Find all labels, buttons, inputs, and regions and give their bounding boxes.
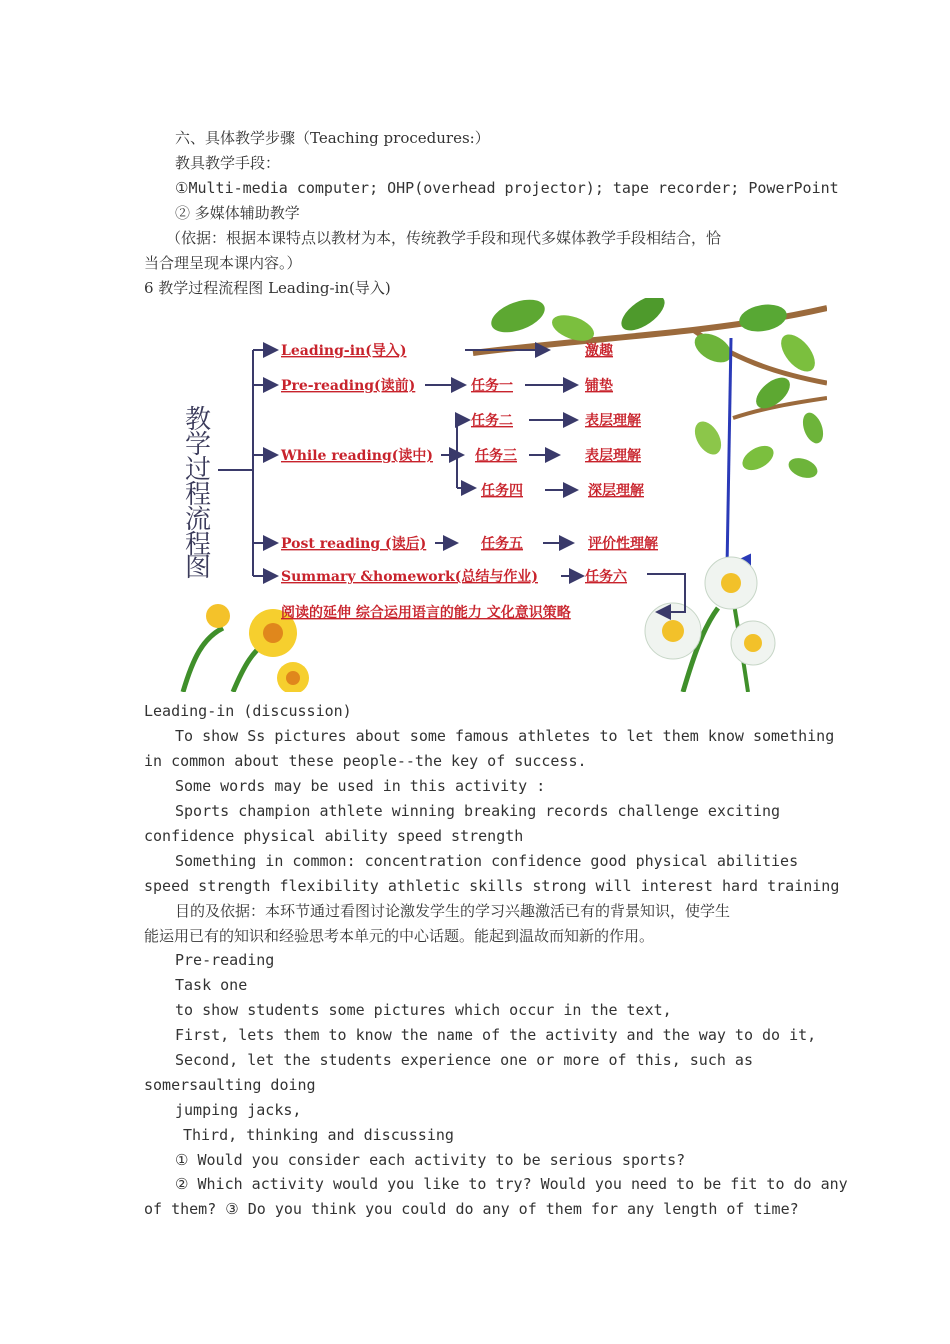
task-five: 任务五	[481, 536, 523, 552]
goal-deep-understanding: 深层理解	[588, 483, 644, 499]
reading-extension: 阅读的延伸 综合运用语言的能力 文化意识策略	[281, 605, 571, 621]
leading-in-text-line2: in common about these people--the key of success.	[144, 752, 587, 770]
stage-while-reading: While reading(读中)	[281, 448, 433, 464]
step-third: Third, thinking and discussing	[183, 1126, 454, 1144]
question-1: ① Would you consider each activity to be serious sports?	[175, 1151, 686, 1169]
goal-groundwork: 铺垫	[585, 378, 613, 394]
flowchart-caption: 6 教学过程流程图 Leading-in(导入)	[144, 279, 391, 297]
task-six: 任务六	[585, 569, 627, 585]
words-list-line2: confidence physical ability speed strength	[144, 827, 524, 845]
leading-in-text-line1: To show Ss pictures about some famous athletes to let them know something	[175, 727, 835, 745]
vtitle-char-3: 过	[185, 455, 212, 485]
basis-paragraph-line2: 当合理呈现本课内容。）	[144, 254, 302, 272]
vtitle-char-2: 学	[185, 430, 212, 460]
step-second-line3: jumping jacks,	[175, 1101, 302, 1119]
pre-reading-heading: Pre-reading	[175, 951, 275, 969]
stage-leading-in: Leading-in(导入)	[281, 343, 407, 359]
question-2-line1: ② Which activity would you like to try? Would you need to be fit to do any	[175, 1175, 848, 1193]
section-heading: 六、具体教学步骤（Teaching procedures:）	[175, 129, 490, 147]
purpose-line1: 目的及依据：本环节通过看图讨论激发学生的学习兴趣激活已有的背景知识，使学生	[175, 902, 731, 920]
step-second-line2: somersaulting doing	[144, 1076, 316, 1094]
tools-item-1: ①Multi-media computer; OHP(overhead projector); tape recorder; PowerPoint	[175, 179, 839, 197]
goal-evaluative-understanding: 评价性理解	[588, 536, 658, 552]
vtitle-char-1: 教	[185, 405, 212, 435]
summary-arrow	[727, 338, 731, 568]
task-two: 任务二	[471, 413, 513, 429]
leading-in-heading: Leading-in (discussion)	[144, 702, 352, 720]
step-first: First, lets them to know the name of the activity and the way to do it,	[175, 1026, 817, 1044]
stage-post-reading: Post reading (读后)	[281, 536, 427, 552]
words-intro: Some words may be used in this activity :	[175, 777, 546, 795]
teaching-flowchart-figure	[173, 298, 827, 692]
flowchart-vertical-title	[185, 405, 211, 583]
basis-paragraph-line1: （依据：根据本课特点以教材为本，传统教学手段和现代多媒体教学手段相结合，恰	[166, 229, 722, 247]
question-2-line2: of them? ③ Do you think you could do any of them for any length of time?	[144, 1200, 799, 1218]
vtitle-char-4: 程	[185, 480, 212, 510]
stage-pre-reading: Pre-reading(读前)	[281, 378, 416, 394]
vtitle-char-6: 程	[185, 530, 212, 560]
goal-surface-understanding-2: 表层理解	[585, 448, 641, 464]
tools-heading: 教具教学手段：	[175, 154, 281, 172]
flowchart-svg	[173, 298, 827, 692]
goal-motivate: 激趣	[585, 343, 613, 359]
task-four: 任务四	[481, 483, 523, 499]
task-one-text: to show students some pictures which occur in the text,	[175, 1001, 672, 1019]
task-one-heading: Task one	[175, 976, 248, 994]
common-line2: speed strength flexibility athletic skills strong will interest hard training	[144, 877, 840, 895]
goal-surface-understanding-1: 表层理解	[585, 413, 641, 429]
vtitle-char-7: 图	[185, 553, 212, 583]
task-three: 任务三	[475, 448, 517, 464]
step-second-line1: Second, let the students experience one or more of this, such as	[175, 1051, 753, 1069]
common-line1: Something in common: concentration confidence good physical abilities	[175, 852, 799, 870]
task-one: 任务一	[471, 378, 513, 394]
vtitle-char-5: 流	[185, 505, 212, 535]
tools-item-2: ② 多媒体辅助教学	[175, 204, 300, 222]
purpose-line2: 能运用已有的知识和经验思考本单元的中心话题。能起到温故而知新的作用。	[144, 927, 655, 945]
words-list-line1: Sports champion athlete winning breaking records challenge exciting	[175, 802, 781, 820]
stage-summary-homework: Summary &homework(总结与作业)	[281, 569, 538, 585]
branch-leaves-decoration	[473, 298, 827, 482]
